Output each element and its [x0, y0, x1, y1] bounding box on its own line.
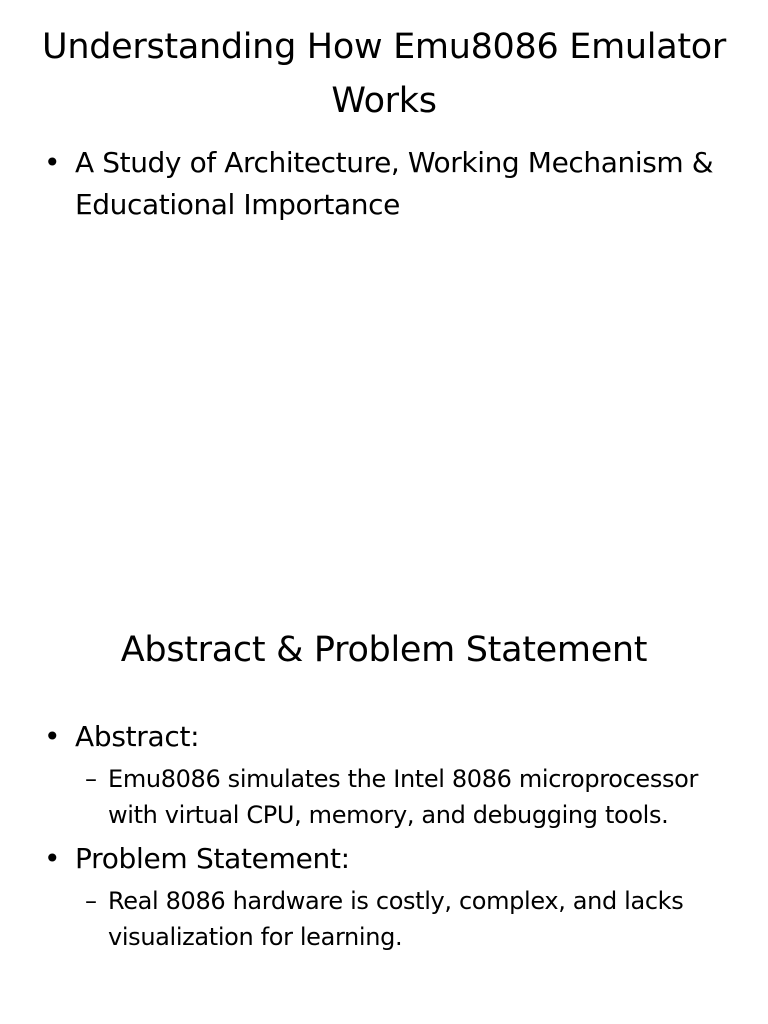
bullet-text: Abstract: — [75, 720, 200, 753]
bullet-list — [44, 142, 734, 226]
bullet-item-problem-statement — [44, 839, 734, 955]
dash-marker: – — [85, 887, 97, 915]
sub-bullet-item — [85, 761, 734, 833]
sub-bullet-item — [85, 883, 734, 955]
slide-title-heading: Understanding How Emu8086 Emulator Works — [42, 27, 726, 121]
slide-heading: Abstract & Problem Statement — [120, 630, 648, 670]
bullet-text: Problem Statement: — [75, 842, 350, 875]
bullet-list — [44, 717, 734, 957]
sub-bullet-list — [85, 883, 734, 955]
bullet-text: A Study of Architecture, Working Mechanism & Educational Importance — [75, 146, 714, 221]
sub-bullet-text: Emu8086 simulates the Intel 8086 microprocessor with virtual CPU, memory, and debugging tools. — [108, 765, 698, 829]
bullet-marker: • — [44, 720, 61, 753]
bullet-item-abstract — [44, 717, 734, 833]
bullet-item — [44, 142, 734, 226]
sub-bullet-list — [85, 761, 734, 833]
bullet-marker: • — [44, 842, 61, 875]
sub-bullet-text: Real 8086 hardware is costly, complex, and lacks visualization for learning. — [108, 887, 684, 951]
dash-marker: – — [85, 765, 97, 793]
slide-abstract-problem — [0, 512, 768, 1024]
bullet-marker: • — [44, 146, 61, 179]
